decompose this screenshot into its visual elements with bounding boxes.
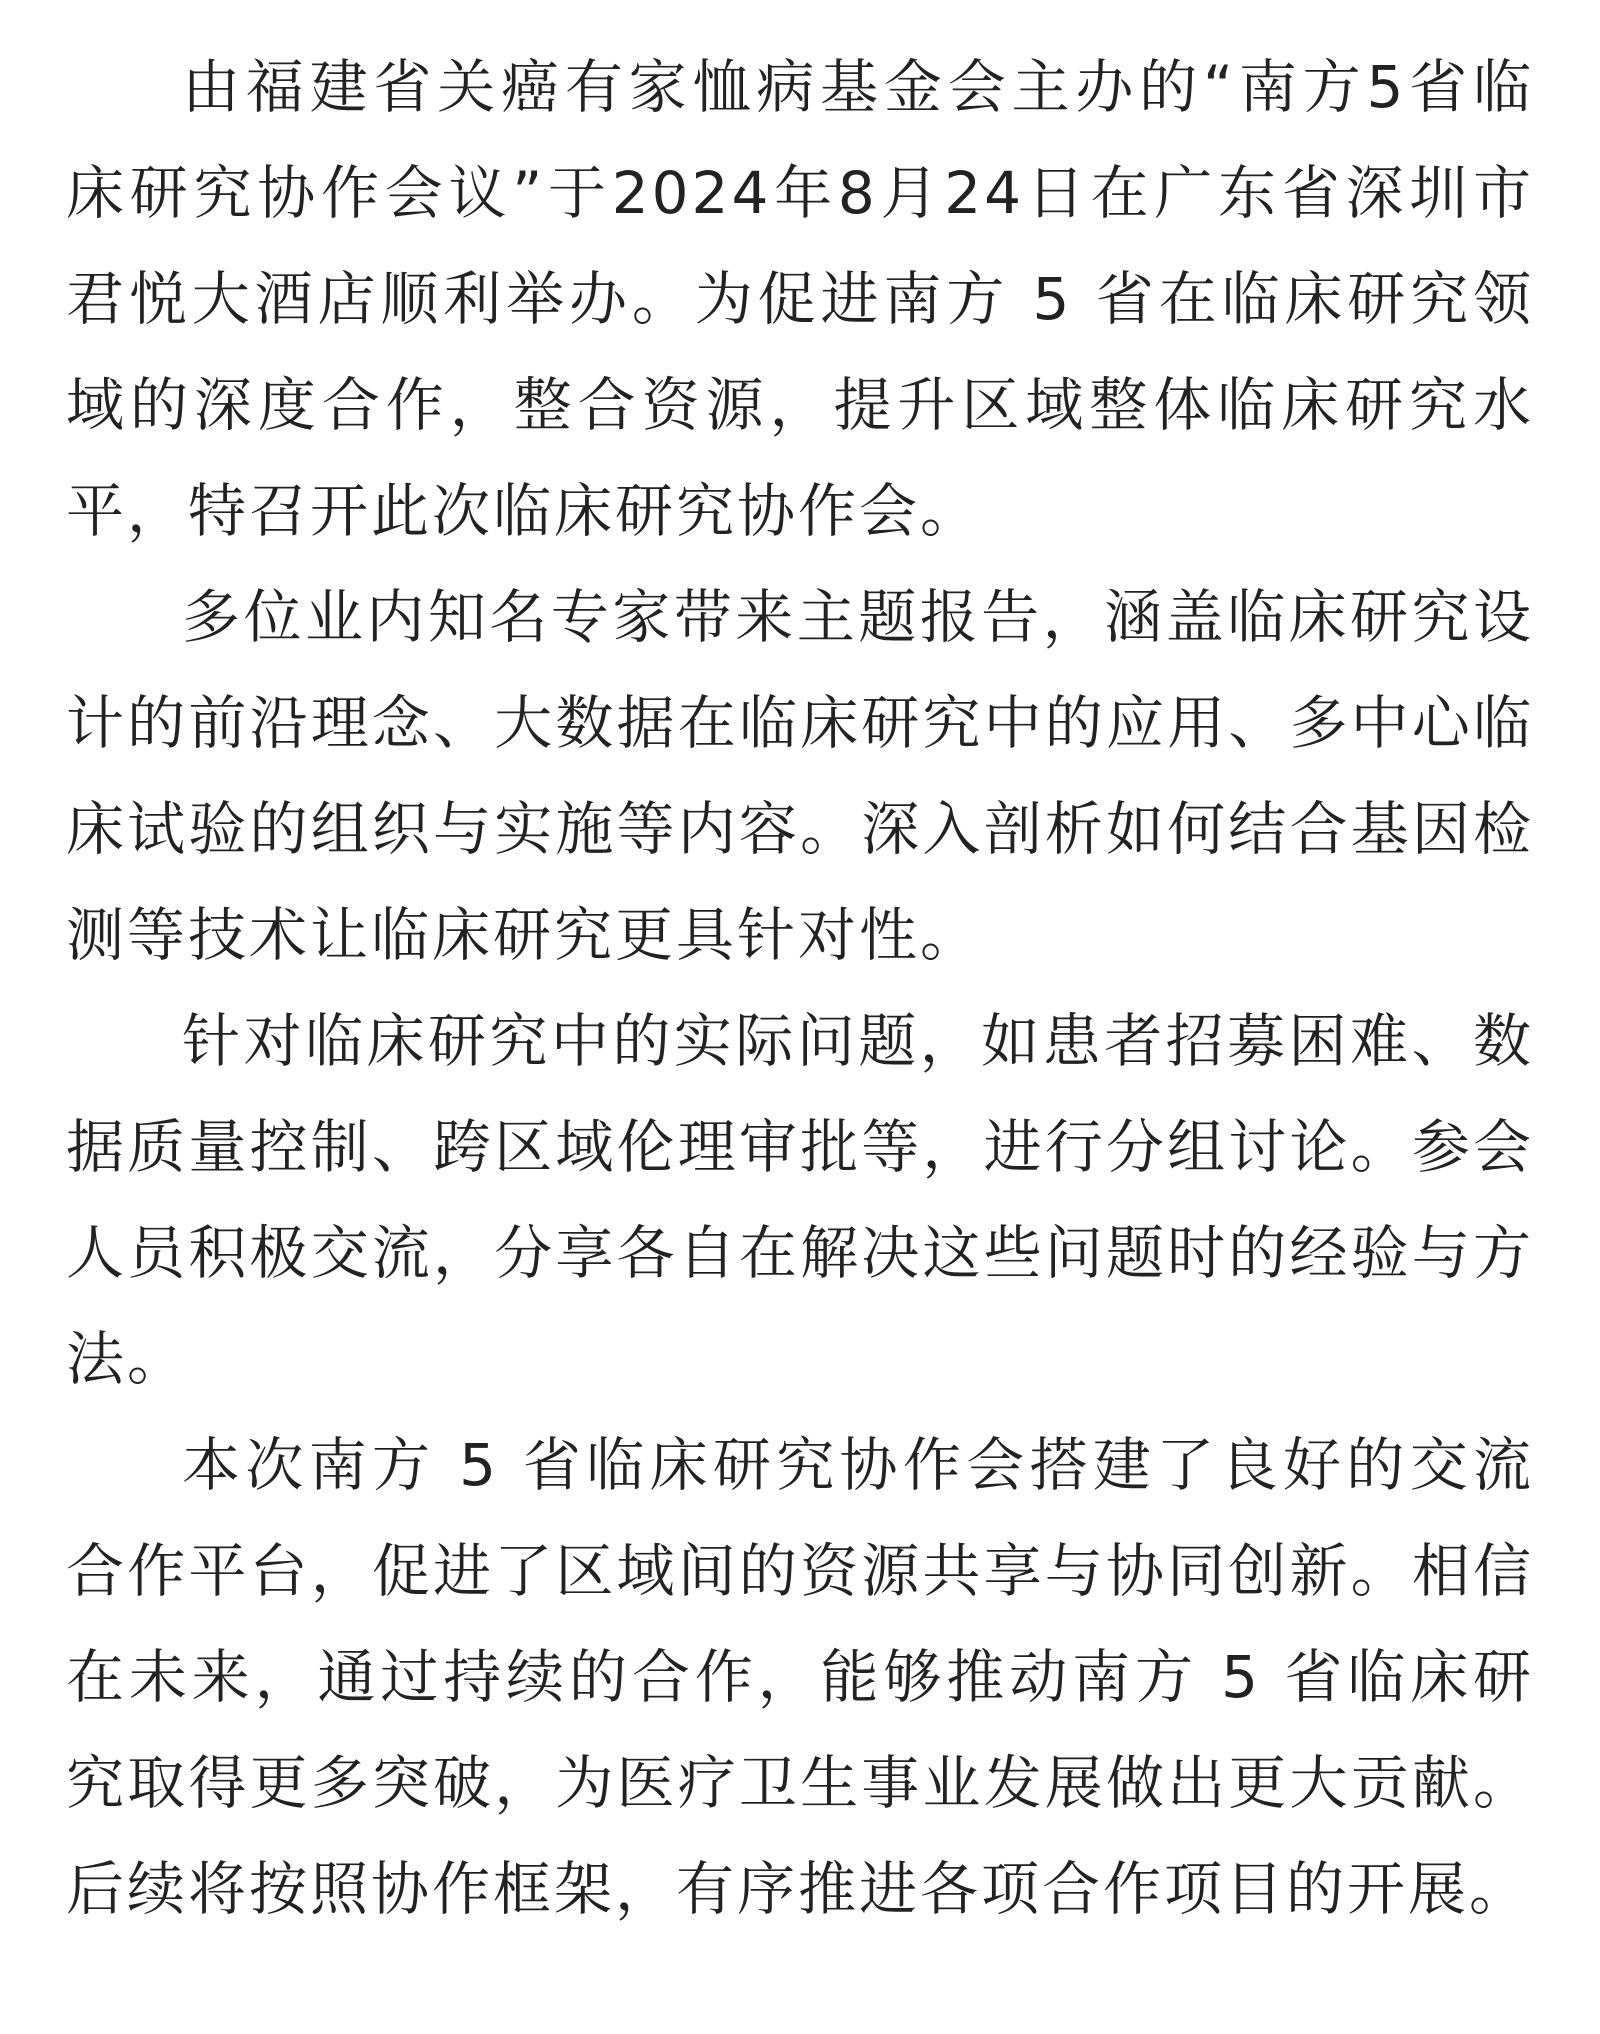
paragraph-summary-outlook: 本次南方 5 省临床研究协作会搭建了良好的交流合作平台，促进了区域间的资源共享与协同创新。相信在未来，通过持续的合作，能够推动南方 5 省临床研究取得更多突破，为医疗卫生事业发展做出更大贡献。后续将按照协作框架，有序推进各项合作项目的开展。 <box>66 1431 1534 1923</box>
paragraph-meeting-intro: 由福建省关癌有家恤病基金会主办的“南方5省临床研究协作会议”于2024年8月24日在广东省深圳市君悦大酒店顺利举办。为促进南方 5 省在临床研究领域的深度合作，整合资源，提升区域整体临床研究水平，特召开此次临床研究协作会。 <box>66 53 1534 545</box>
paragraph-group-discussion: 针对临床研究中的实际问题，如患者招募困难、数据质量控制、跨区域伦理审批等，进行分组讨论。参会人员积极交流，分享各自在解决这些问题时的经验与方法。 <box>66 1007 1534 1393</box>
paragraph-expert-reports: 多位业内知名专家带来主题报告，涵盖临床研究设计的前沿理念、大数据在临床研究中的应用、多中心临床试验的组织与实施等内容。深入剖析如何结合基因检测等技术让临床研究更具针对性。 <box>66 583 1534 969</box>
article-body <box>66 34 1534 1942</box>
